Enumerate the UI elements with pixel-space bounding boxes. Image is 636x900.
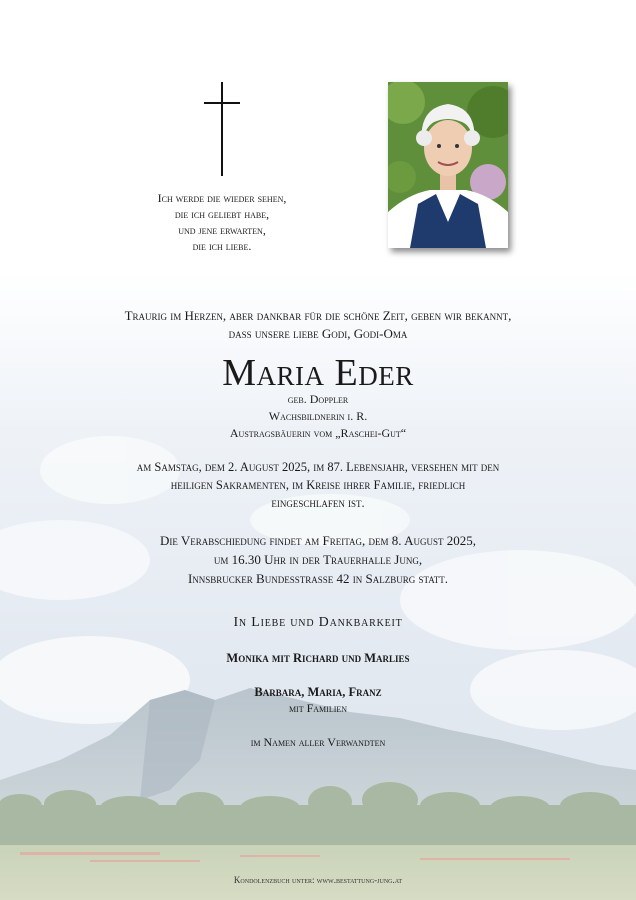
farm-title: Austragsbäuerin vom „Raschei-Gut“ xyxy=(229,426,407,440)
funeral-line: Innsbrucker Bundesstrasse 42 in Salzburg statt. xyxy=(187,571,449,586)
funeral-line: Die Verabschiedung findet am Freitag, dem 8. August 2025, xyxy=(160,533,476,548)
intro-line: Traurig im Herzen, aber dankbar für die schöne Zeit, geben wir bekannt, xyxy=(124,308,512,323)
death-line: eingeschlafen ist. xyxy=(271,496,365,510)
poem-line: und jene erwarten, xyxy=(178,223,266,237)
deceased-name: Maria Eder xyxy=(222,352,414,394)
portrait-photo xyxy=(388,82,508,248)
announcement-intro xyxy=(0,307,636,343)
intro-line: dass unsere liebe Godi, Godi-Oma xyxy=(228,326,408,341)
funeral-line: um 16.30 Uhr in der Trauerhalle Jung, xyxy=(213,552,423,567)
deceased-details xyxy=(0,391,636,442)
poem-line: die ich liebe. xyxy=(192,239,252,253)
poem xyxy=(130,190,314,254)
poem-line: Ich werde die wieder sehen, xyxy=(157,191,287,205)
mourner-line: mit Familien xyxy=(288,701,348,715)
cross-icon xyxy=(204,82,240,176)
death-notice xyxy=(0,458,636,512)
condolence-link[interactable]: Kondolenzbuch unter: www.bestattung-jung.at xyxy=(233,875,403,885)
occupation: Wachsbildnerin i. R. xyxy=(268,409,368,423)
mourner-line: im Namen aller Verwandten xyxy=(250,735,386,749)
mourners-heading: In Liebe und Dankbarkeit xyxy=(233,615,403,630)
death-line: am Samstag, dem 2. August 2025, im 87. Lebensjahr, versehen mit den xyxy=(136,460,500,474)
funeral-notice xyxy=(0,531,636,588)
mourner-line: Barbara, Maria, Franz xyxy=(254,685,382,699)
mourner-line: Monika mit Richard und Marlies xyxy=(226,651,410,665)
poem-line: die ich geliebt habe, xyxy=(174,207,270,221)
death-line: heiligen Sakramenten, im Kreise ihrer Familie, friedlich xyxy=(170,478,466,492)
maiden-name: geb. Doppler xyxy=(287,392,349,406)
